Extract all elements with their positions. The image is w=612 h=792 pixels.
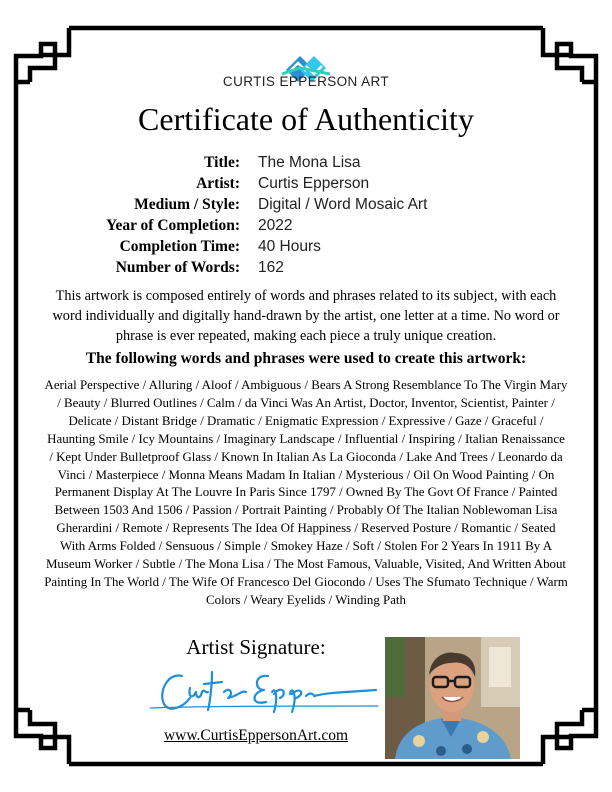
detail-label: Number of Words: bbox=[115, 259, 240, 276]
detail-value: Digital / Word Mosaic Art bbox=[258, 196, 428, 213]
certificate-title: Certificate of Authenticity bbox=[138, 101, 474, 137]
detail-row-title bbox=[0, 152, 612, 173]
detail-row-word-count bbox=[0, 257, 612, 278]
words-heading: The following words and phrases were used to create this artwork: bbox=[85, 350, 527, 367]
detail-value: The Mona Lisa bbox=[258, 154, 361, 171]
words-list: Aerial Perspective / Alluring / Aloof / Ambiguous / Bears A Strong Resemblance To The Virgin Mary / Beauty / Blurred Outlines / Calm / da Vinci Was An Artist, Doctor, Inventor, Scientist, Painter / Delicate / Distant Bridge / Dramatic / Enigmatic Expression / Expressive / Gaze / Graceful / Haunting Smile / Icy Mountains / Imaginary Landscape / Influential / Inspiring / Italian Renaissance / Kept Under Bulletproof Glass / Known In Italian As La Gioconda / Lake And Trees / Leonardo da Vinci / Masterpiece / Monna Means Madam In Italian / Mysterious / Oil On Wood Painting / On Permanent Display At The Louvre In Paris Since 1797 / Owned By The Govt Of France / Painted Between 1503 And 1506 / Passion / Portrait Painting / Probably Of The Italian Noblewoman Lisa Gherardini / Remote / Represents The Idea Of Happiness / Reserved Posture / Romantic / Seated With Arms Folded / Sensuous / Simple / Smokey Haze / Soft / Stolen For 2 Years In 1911 By A Museum Worker / Subtle / The Mona Lisa / The Most Famous, Valuable, Visited, And Written About Painting In The World / The Wife Of Francesco Del Giocondo / Uses The Sfumato Technique / Warm Colors / Weary Eyelids / Winding Path bbox=[44, 378, 568, 607]
detail-label: Completion Time: bbox=[119, 238, 240, 255]
detail-value: Curtis Epperson bbox=[258, 175, 370, 192]
details-list bbox=[0, 152, 612, 278]
intro-paragraph: This artwork is composed entirely of words and phrases related to its subject, with each word individually and digitally hand-drawn by the artist, one letter at a time. No word or phrase is ever repeated, making each piece a truly unique creation. bbox=[52, 288, 560, 344]
detail-value: 162 bbox=[258, 259, 284, 276]
artist-photo bbox=[385, 637, 520, 759]
detail-value: 2022 bbox=[258, 217, 293, 234]
artist-signature bbox=[150, 662, 380, 722]
detail-row-year bbox=[0, 215, 612, 236]
brand-name: CURTIS EPPERSON ART bbox=[222, 74, 390, 89]
detail-row-medium bbox=[0, 194, 612, 215]
detail-label: Year of Completion: bbox=[105, 217, 240, 234]
website-link[interactable]: www.CurtisEppersonArt.com bbox=[163, 727, 349, 744]
detail-label: Medium / Style: bbox=[134, 196, 240, 213]
detail-value: 40 Hours bbox=[258, 238, 321, 255]
detail-row-artist bbox=[0, 173, 612, 194]
signature-label: Artist Signature: bbox=[186, 635, 326, 659]
detail-label: Artist: bbox=[196, 175, 240, 192]
detail-row-time bbox=[0, 236, 612, 257]
detail-label: Title: bbox=[204, 154, 240, 171]
